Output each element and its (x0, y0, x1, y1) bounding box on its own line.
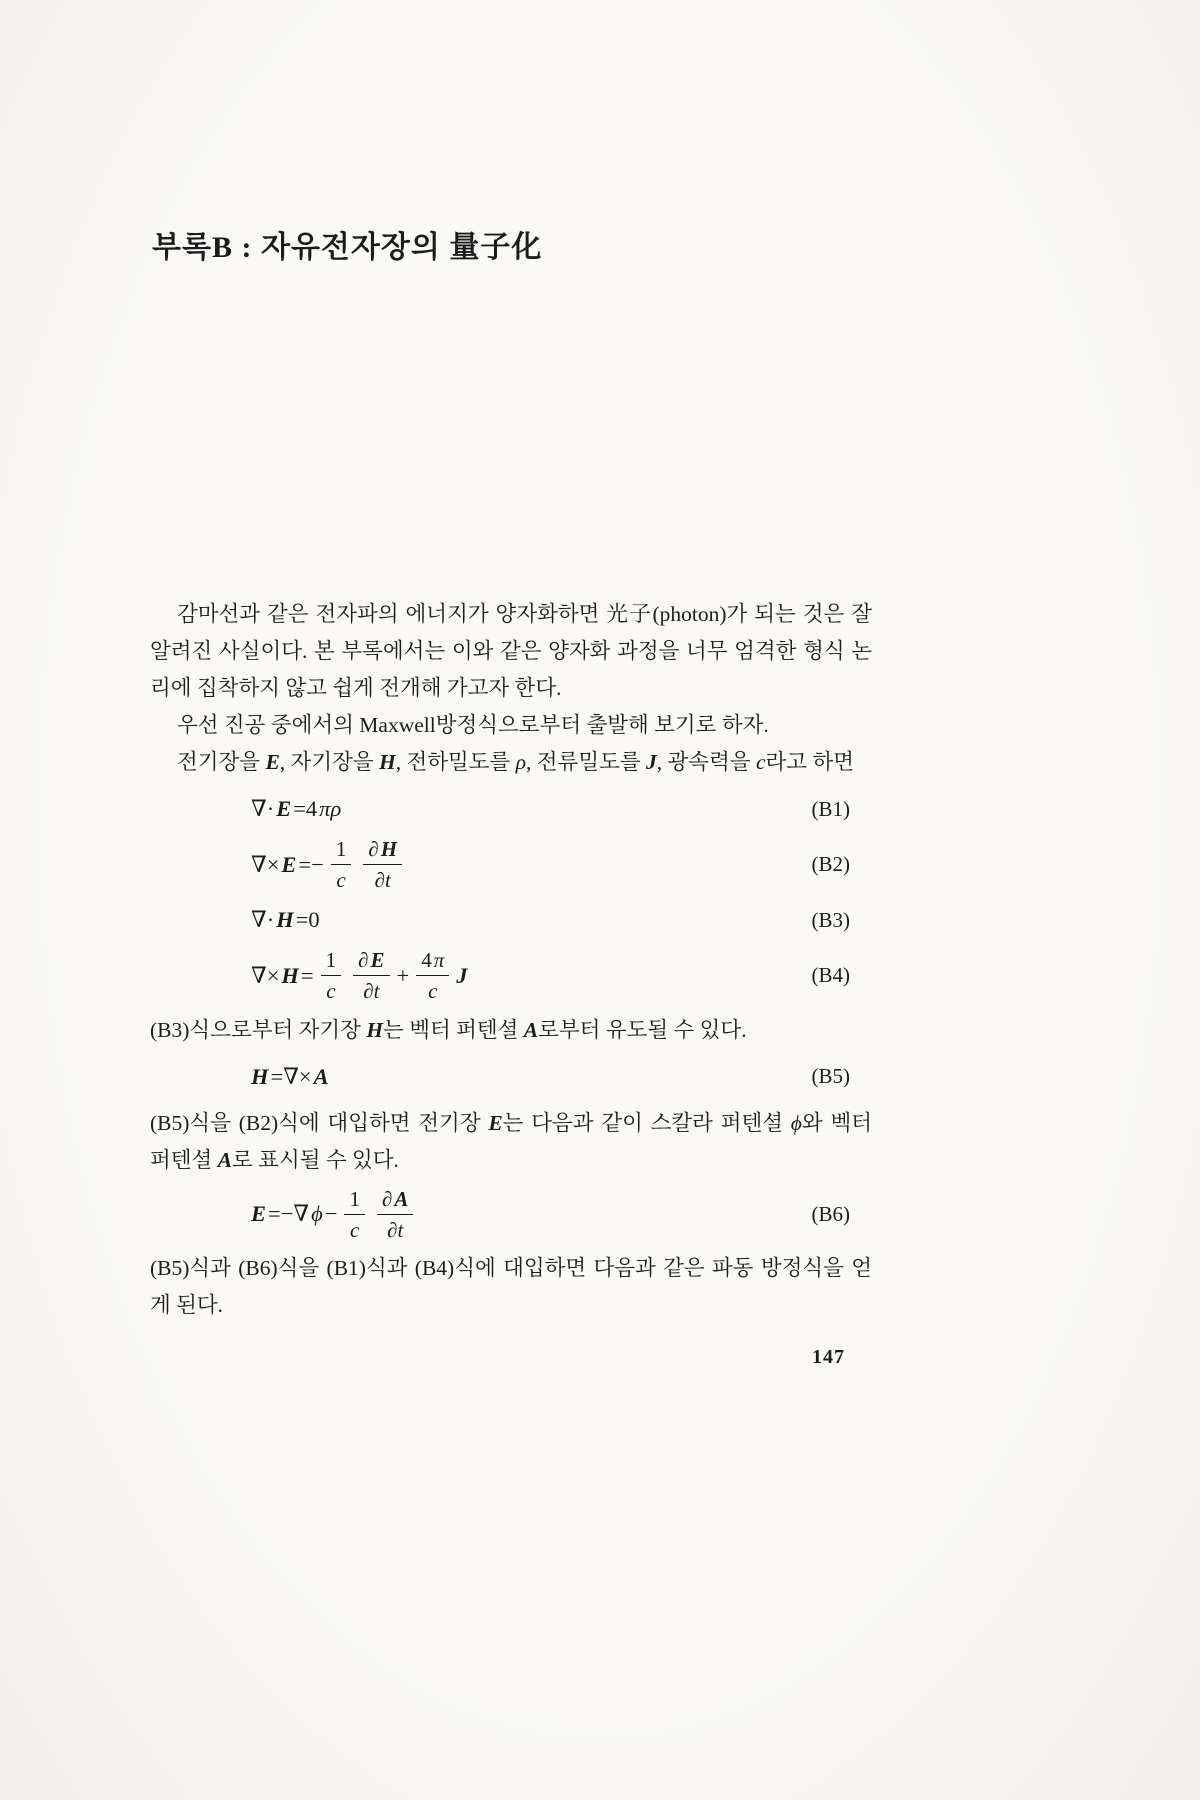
text-token-var: H (380, 837, 398, 861)
text-token-var: H (251, 1063, 269, 1089)
text-token-plain: ∇× (251, 962, 280, 988)
text-token-var: A (523, 1017, 539, 1042)
text-token-plain: 는 벡터 퍼텐셜 (383, 1017, 524, 1042)
text-token-it: π (433, 948, 445, 973)
text-token-plain: , 전하밀도를 (395, 750, 516, 774)
text-token-plain: ∇× (251, 851, 280, 877)
fraction-numerator (353, 948, 389, 976)
paragraph-vector-potential (150, 1012, 872, 1049)
equation-B3 (150, 900, 872, 940)
equation-B4 (150, 948, 872, 1003)
text-token-it: ∂ (381, 1186, 393, 1211)
paragraph-wave-equation (150, 1250, 872, 1324)
fraction (353, 948, 389, 1003)
equation-B5-expression (250, 1064, 330, 1090)
text-token-var: E (251, 1201, 267, 1227)
page-title: 부록B : 자유전자장의 量子化 (152, 231, 543, 264)
text-token-it: c (336, 868, 346, 893)
equation-B1-expression (250, 796, 342, 822)
paragraph-definitions (150, 744, 872, 781)
text-token-plain: 1 (325, 948, 337, 973)
fraction-denominator (382, 1215, 408, 1242)
text-token-var: A (217, 1147, 233, 1172)
text-token-it: ∂ (358, 948, 369, 973)
text-token-plain: , 자기장을 (279, 750, 379, 774)
text-token-it: ρ (515, 750, 527, 774)
text-token-plain: , 전류밀도를 (526, 750, 647, 774)
text-token-plain: 1 (349, 1186, 360, 1211)
text-token-plain: 라고 하면 (765, 750, 854, 774)
fraction (331, 837, 352, 892)
text-token-plain: , 광속력을 (656, 750, 756, 774)
text-token-var: A (313, 1063, 329, 1089)
text-token-plain: =−∇ (268, 1201, 310, 1227)
text-token-plain: (B5)식과 (B6)식을 (B1)식과 (B4)식에 대입하면 다음과 같은 파동 방정식을 얻게 된다. (150, 1255, 872, 1317)
fraction-numerator (377, 1187, 413, 1215)
text-token-plain: (B5)식을 (B2)식에 대입하면 전기장 (150, 1110, 489, 1135)
text-token-it: ∂t (374, 868, 391, 893)
text-token-var: J (646, 750, 657, 774)
text-token-plain: =− (298, 851, 324, 877)
text-token-plain: 1 (335, 837, 347, 861)
text-token-plain: =4 (293, 796, 318, 821)
fraction-numerator (416, 948, 449, 976)
paragraph-intro (150, 596, 872, 707)
fraction (416, 948, 449, 1003)
text-token-plain: =∇× (270, 1063, 312, 1089)
equation-B4-expression (250, 948, 469, 1003)
text-token-it: ∂t (363, 979, 380, 1004)
equation-B6-label: (B6) (811, 1201, 850, 1226)
text-token-plain: = (300, 962, 314, 988)
equation-B2-label: (B2) (811, 852, 850, 877)
fraction-denominator (370, 865, 396, 892)
text-token-var: E (370, 948, 385, 973)
text-token-var: H (379, 750, 396, 774)
text-token-it: πρ (319, 796, 342, 821)
text-token-it: c (428, 979, 438, 1004)
fraction (321, 948, 342, 1003)
equation-B1 (150, 789, 872, 829)
fraction-numerator (331, 837, 352, 865)
text-token-var: H (366, 1017, 384, 1042)
text-token-var: J (456, 962, 468, 988)
equation-B6-expression (250, 1187, 419, 1242)
text-token-plain: (B3)식으로부터 자기장 (150, 1017, 367, 1042)
text-token-plain: ∇· (251, 907, 275, 933)
text-token-plain: 로부터 유도될 수 있다. (538, 1017, 747, 1042)
fraction-numerator (363, 837, 402, 865)
text-token-plain: 4 (421, 948, 432, 973)
fraction-denominator (345, 1215, 364, 1242)
text-token-it: c (755, 750, 766, 774)
page-body (150, 596, 872, 1324)
text-token-it: ∂ (368, 837, 379, 861)
equation-B3-expression (250, 907, 321, 933)
text-token-plain: ∇· (251, 796, 275, 821)
text-token-var: E (488, 1110, 503, 1135)
text-token-var: H (281, 962, 299, 988)
fraction-numerator (344, 1187, 365, 1215)
text-token-it: c (350, 1217, 360, 1242)
equation-B4-label: (B4) (811, 963, 850, 988)
paragraph-maxwell-intro (150, 707, 872, 744)
equation-B2-expression (250, 837, 408, 892)
fraction (344, 1187, 365, 1242)
text-token-it: ϕ (311, 1201, 323, 1227)
fraction-denominator (321, 976, 340, 1003)
text-token-var: E (265, 750, 280, 774)
fraction-denominator (331, 865, 350, 892)
fraction-denominator (358, 976, 384, 1003)
text-token-plain: 와 벡터 퍼텐셜 (150, 1110, 872, 1172)
fraction (363, 837, 402, 892)
equation-B6 (150, 1187, 872, 1242)
page-number: 147 (812, 1346, 845, 1368)
fraction-numerator (321, 948, 342, 976)
text-token-plain: − (324, 1201, 338, 1227)
text-token-it: ∂t (387, 1217, 404, 1242)
text-token-plain: 로 표시될 수 있다. (232, 1147, 399, 1172)
fraction-denominator (423, 976, 442, 1003)
equation-B5 (150, 1057, 872, 1097)
text-token-plain: =0 (295, 907, 320, 933)
text-token-var: A (394, 1186, 409, 1211)
fraction (377, 1187, 413, 1242)
text-token-plain: 감마선과 같은 전자파의 에너지가 양자화하면 光子(photon)가 되는 것은 잘 알려진 사실이다. 본 부록에서는 이와 같은 양자화 과정을 너무 엄격한 형식 논리에 집착하지 않고 쉽게 전개해 가고자 한다. (150, 602, 872, 700)
text-token-var: E (276, 796, 292, 821)
equation-B2 (150, 837, 872, 892)
paragraph-scalar-potential (150, 1105, 872, 1179)
text-token-it: ϕ (790, 1110, 802, 1135)
text-token-var: H (276, 907, 294, 933)
text-token-plain: 는 다음과 같이 스칼라 퍼텐셜 (502, 1110, 791, 1135)
equation-B5-label: (B5) (811, 1064, 850, 1089)
text-token-plain: + (396, 962, 410, 988)
text-token-it: c (326, 979, 336, 1004)
equation-B3-label: (B3) (811, 907, 850, 932)
text-token-plain: 우선 진공 중에서의 Maxwell방정식으로부터 출발해 보기로 하자. (177, 713, 769, 737)
equation-B1-label: (B1) (811, 796, 850, 821)
text-token-var: E (281, 851, 297, 877)
text-token-plain: 전기장을 (177, 750, 266, 774)
